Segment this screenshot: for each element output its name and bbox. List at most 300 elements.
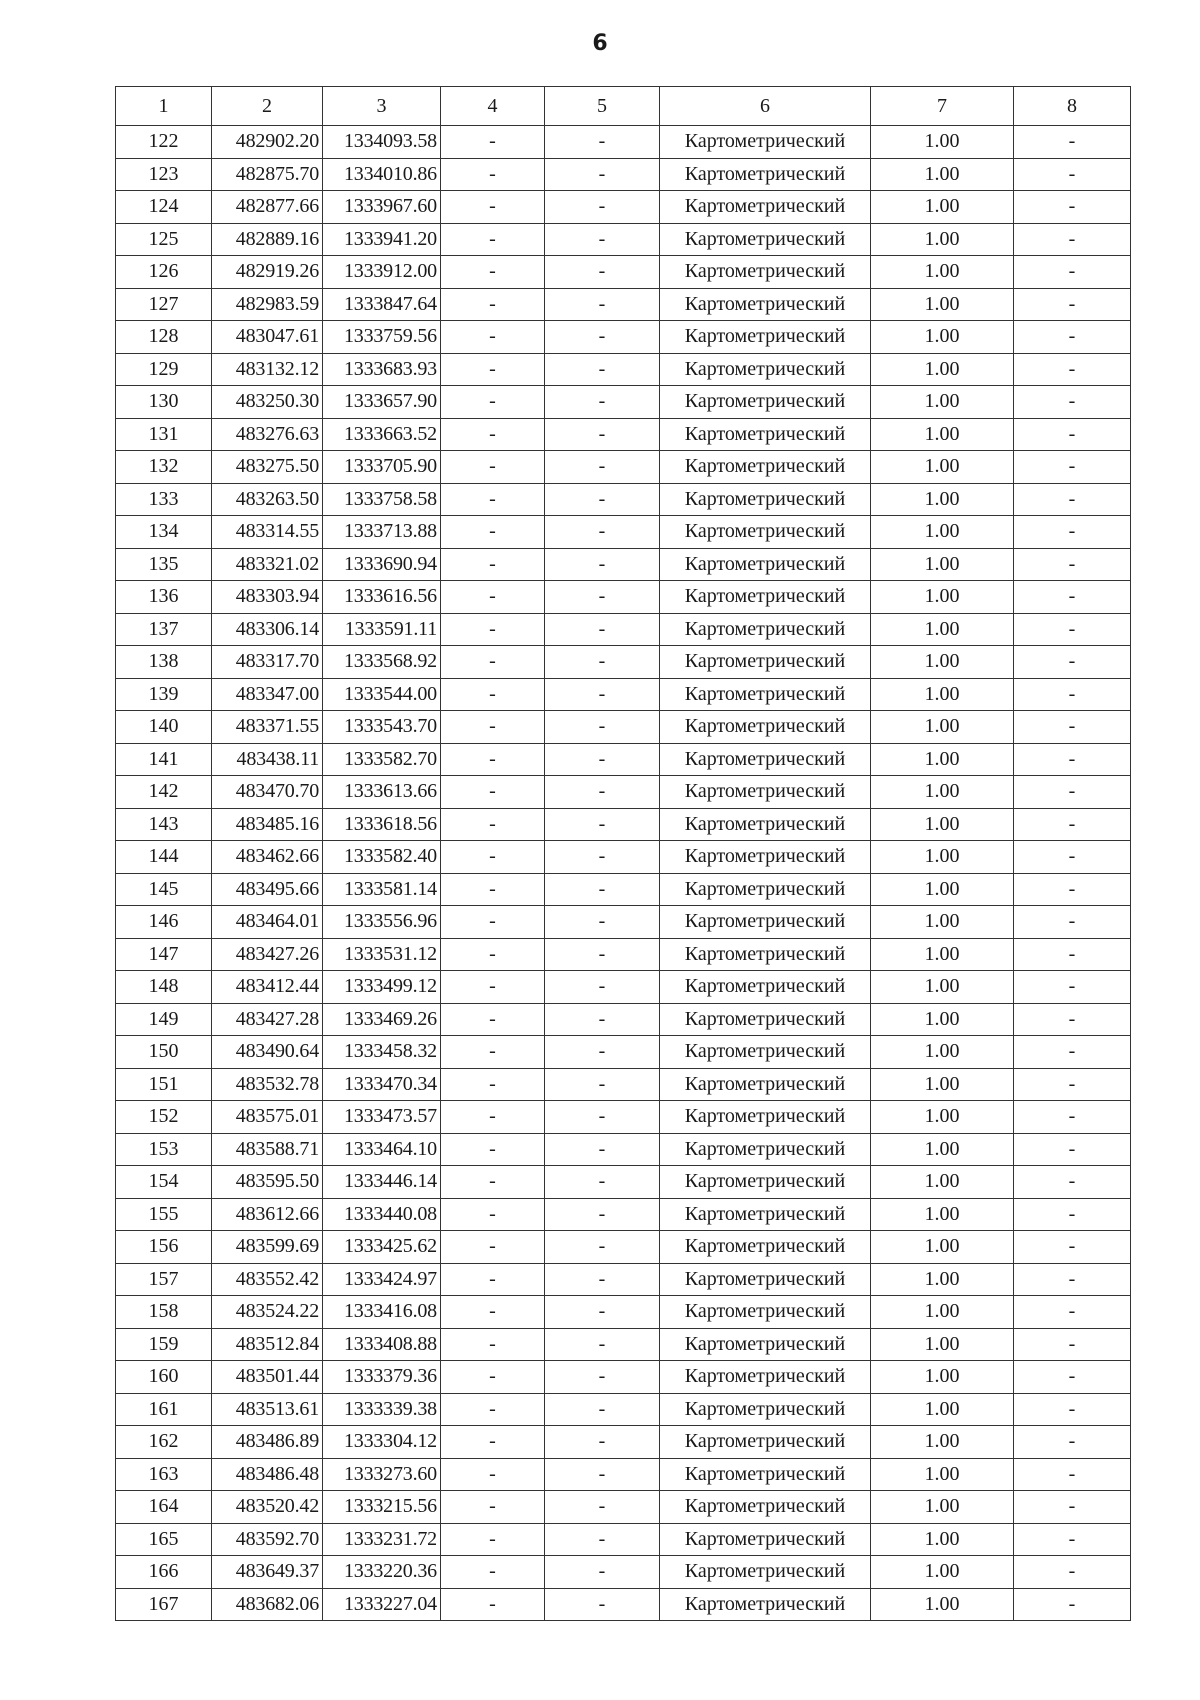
method-cell: Картометрический xyxy=(660,1231,871,1264)
table-row xyxy=(116,678,1131,711)
point-number-cell: 134 xyxy=(116,516,212,549)
col4-cell: - xyxy=(441,1361,545,1394)
accuracy-cell: 1.00 xyxy=(871,743,1014,776)
x-coordinate-cell: 483612.66 xyxy=(212,1198,323,1231)
col5-cell: - xyxy=(545,841,660,874)
col4-cell: - xyxy=(441,1296,545,1329)
y-coordinate-cell: 1333273.60 xyxy=(323,1458,441,1491)
point-number-cell: 135 xyxy=(116,548,212,581)
column-header: 7 xyxy=(871,87,1014,126)
accuracy-cell: 1.00 xyxy=(871,841,1014,874)
accuracy-cell: 1.00 xyxy=(871,321,1014,354)
x-coordinate-cell: 483412.44 xyxy=(212,971,323,1004)
col4-cell: - xyxy=(441,581,545,614)
col8-cell: - xyxy=(1014,743,1131,776)
x-coordinate-cell: 483588.71 xyxy=(212,1133,323,1166)
accuracy-cell: 1.00 xyxy=(871,971,1014,1004)
col4-cell: - xyxy=(441,1393,545,1426)
col8-cell: - xyxy=(1014,678,1131,711)
y-coordinate-cell: 1333616.56 xyxy=(323,581,441,614)
accuracy-cell: 1.00 xyxy=(871,1426,1014,1459)
col8-cell: - xyxy=(1014,1458,1131,1491)
y-coordinate-cell: 1333581.14 xyxy=(323,873,441,906)
table-row xyxy=(116,516,1131,549)
x-coordinate-cell: 483371.55 xyxy=(212,711,323,744)
y-coordinate-cell: 1333582.40 xyxy=(323,841,441,874)
x-coordinate-cell: 483047.61 xyxy=(212,321,323,354)
col8-cell: - xyxy=(1014,841,1131,874)
col8-cell: - xyxy=(1014,451,1131,484)
col4-cell: - xyxy=(441,1166,545,1199)
col5-cell: - xyxy=(545,1068,660,1101)
x-coordinate-cell: 483306.14 xyxy=(212,613,323,646)
y-coordinate-cell: 1333663.52 xyxy=(323,418,441,451)
col4-cell: - xyxy=(441,808,545,841)
x-coordinate-cell: 483347.00 xyxy=(212,678,323,711)
table-row xyxy=(116,938,1131,971)
point-number-cell: 153 xyxy=(116,1133,212,1166)
method-cell: Картометрический xyxy=(660,808,871,841)
col8-cell: - xyxy=(1014,288,1131,321)
col5-cell: - xyxy=(545,1101,660,1134)
point-number-cell: 165 xyxy=(116,1523,212,1556)
table-row xyxy=(116,1556,1131,1589)
x-coordinate-cell: 483275.50 xyxy=(212,451,323,484)
y-coordinate-cell: 1333408.88 xyxy=(323,1328,441,1361)
method-cell: Картометрический xyxy=(660,1296,871,1329)
col4-cell: - xyxy=(441,743,545,776)
point-number-cell: 122 xyxy=(116,126,212,159)
table-row xyxy=(116,1068,1131,1101)
col4-cell: - xyxy=(441,711,545,744)
method-cell: Картометрический xyxy=(660,126,871,159)
col8-cell: - xyxy=(1014,516,1131,549)
point-number-cell: 145 xyxy=(116,873,212,906)
x-coordinate-cell: 483599.69 xyxy=(212,1231,323,1264)
col5-cell: - xyxy=(545,321,660,354)
table-row xyxy=(116,971,1131,1004)
method-cell: Картометрический xyxy=(660,256,871,289)
accuracy-cell: 1.00 xyxy=(871,808,1014,841)
col4-cell: - xyxy=(441,288,545,321)
col5-cell: - xyxy=(545,776,660,809)
method-cell: Картометрический xyxy=(660,386,871,419)
x-coordinate-cell: 483595.50 xyxy=(212,1166,323,1199)
table-row xyxy=(116,1101,1131,1134)
col8-cell: - xyxy=(1014,223,1131,256)
y-coordinate-cell: 1334010.86 xyxy=(323,158,441,191)
method-cell: Картометрический xyxy=(660,483,871,516)
method-cell: Картометрический xyxy=(660,1068,871,1101)
x-coordinate-cell: 483464.01 xyxy=(212,906,323,939)
x-coordinate-cell: 483486.89 xyxy=(212,1426,323,1459)
method-cell: Картометрический xyxy=(660,288,871,321)
point-number-cell: 137 xyxy=(116,613,212,646)
col4-cell: - xyxy=(441,1328,545,1361)
accuracy-cell: 1.00 xyxy=(871,1523,1014,1556)
col5-cell: - xyxy=(545,1003,660,1036)
y-coordinate-cell: 1333473.57 xyxy=(323,1101,441,1134)
col4-cell: - xyxy=(441,1133,545,1166)
y-coordinate-cell: 1334093.58 xyxy=(323,126,441,159)
point-number-cell: 146 xyxy=(116,906,212,939)
x-coordinate-cell: 483427.28 xyxy=(212,1003,323,1036)
x-coordinate-cell: 483276.63 xyxy=(212,418,323,451)
table-row xyxy=(116,743,1131,776)
col4-cell: - xyxy=(441,548,545,581)
y-coordinate-cell: 1333657.90 xyxy=(323,386,441,419)
col4-cell: - xyxy=(441,971,545,1004)
column-header: 4 xyxy=(441,87,545,126)
table-row xyxy=(116,223,1131,256)
col8-cell: - xyxy=(1014,1393,1131,1426)
x-coordinate-cell: 482919.26 xyxy=(212,256,323,289)
col5-cell: - xyxy=(545,483,660,516)
col5-cell: - xyxy=(545,1361,660,1394)
col4-cell: - xyxy=(441,353,545,386)
table-body xyxy=(116,126,1131,1621)
point-number-cell: 144 xyxy=(116,841,212,874)
table-row xyxy=(116,1003,1131,1036)
y-coordinate-cell: 1333713.88 xyxy=(323,516,441,549)
method-cell: Картометрический xyxy=(660,321,871,354)
table-row xyxy=(116,1296,1131,1329)
accuracy-cell: 1.00 xyxy=(871,483,1014,516)
accuracy-cell: 1.00 xyxy=(871,353,1014,386)
col4-cell: - xyxy=(441,321,545,354)
point-number-cell: 147 xyxy=(116,938,212,971)
col5-cell: - xyxy=(545,1458,660,1491)
x-coordinate-cell: 483532.78 xyxy=(212,1068,323,1101)
col5-cell: - xyxy=(545,1231,660,1264)
method-cell: Картометрический xyxy=(660,1588,871,1621)
col5-cell: - xyxy=(545,1296,660,1329)
point-number-cell: 161 xyxy=(116,1393,212,1426)
accuracy-cell: 1.00 xyxy=(871,158,1014,191)
y-coordinate-cell: 1333304.12 xyxy=(323,1426,441,1459)
x-coordinate-cell: 483501.44 xyxy=(212,1361,323,1394)
method-cell: Картометрический xyxy=(660,1133,871,1166)
col4-cell: - xyxy=(441,191,545,224)
point-number-cell: 157 xyxy=(116,1263,212,1296)
header-row xyxy=(116,87,1131,126)
x-coordinate-cell: 483427.26 xyxy=(212,938,323,971)
col4-cell: - xyxy=(441,451,545,484)
table-row xyxy=(116,646,1131,679)
accuracy-cell: 1.00 xyxy=(871,516,1014,549)
method-cell: Картометрический xyxy=(660,1003,871,1036)
col8-cell: - xyxy=(1014,1491,1131,1524)
method-cell: Картометрический xyxy=(660,776,871,809)
x-coordinate-cell: 483552.42 xyxy=(212,1263,323,1296)
y-coordinate-cell: 1333683.93 xyxy=(323,353,441,386)
y-coordinate-cell: 1333912.00 xyxy=(323,256,441,289)
col8-cell: - xyxy=(1014,581,1131,614)
table-row xyxy=(116,1198,1131,1231)
table-row xyxy=(116,808,1131,841)
accuracy-cell: 1.00 xyxy=(871,873,1014,906)
col5-cell: - xyxy=(545,808,660,841)
col4-cell: - xyxy=(441,906,545,939)
col5-cell: - xyxy=(545,1198,660,1231)
y-coordinate-cell: 1333469.26 xyxy=(323,1003,441,1036)
y-coordinate-cell: 1333379.36 xyxy=(323,1361,441,1394)
y-coordinate-cell: 1333847.64 xyxy=(323,288,441,321)
table-row xyxy=(116,288,1131,321)
col8-cell: - xyxy=(1014,483,1131,516)
col5-cell: - xyxy=(545,906,660,939)
table-row xyxy=(116,1523,1131,1556)
x-coordinate-cell: 483250.30 xyxy=(212,386,323,419)
point-number-cell: 143 xyxy=(116,808,212,841)
table-row xyxy=(116,776,1131,809)
col4-cell: - xyxy=(441,1003,545,1036)
point-number-cell: 127 xyxy=(116,288,212,321)
col4-cell: - xyxy=(441,873,545,906)
table-row xyxy=(116,158,1131,191)
table-row xyxy=(116,548,1131,581)
point-number-cell: 142 xyxy=(116,776,212,809)
col8-cell: - xyxy=(1014,1556,1131,1589)
point-number-cell: 124 xyxy=(116,191,212,224)
method-cell: Картометрический xyxy=(660,1036,871,1069)
y-coordinate-cell: 1333705.90 xyxy=(323,451,441,484)
x-coordinate-cell: 483303.94 xyxy=(212,581,323,614)
x-coordinate-cell: 483263.50 xyxy=(212,483,323,516)
table-row xyxy=(116,1133,1131,1166)
accuracy-cell: 1.00 xyxy=(871,678,1014,711)
col5-cell: - xyxy=(545,158,660,191)
col8-cell: - xyxy=(1014,548,1131,581)
accuracy-cell: 1.00 xyxy=(871,1361,1014,1394)
x-coordinate-cell: 483682.06 xyxy=(212,1588,323,1621)
col8-cell: - xyxy=(1014,1361,1131,1394)
y-coordinate-cell: 1333499.12 xyxy=(323,971,441,1004)
col8-cell: - xyxy=(1014,1231,1131,1264)
col8-cell: - xyxy=(1014,1101,1131,1134)
table-row xyxy=(116,256,1131,289)
col8-cell: - xyxy=(1014,321,1131,354)
method-cell: Картометрический xyxy=(660,1393,871,1426)
accuracy-cell: 1.00 xyxy=(871,386,1014,419)
col8-cell: - xyxy=(1014,808,1131,841)
col4-cell: - xyxy=(441,678,545,711)
table-row xyxy=(116,418,1131,451)
x-coordinate-cell: 483485.16 xyxy=(212,808,323,841)
accuracy-cell: 1.00 xyxy=(871,938,1014,971)
accuracy-cell: 1.00 xyxy=(871,191,1014,224)
y-coordinate-cell: 1333220.36 xyxy=(323,1556,441,1589)
x-coordinate-cell: 483575.01 xyxy=(212,1101,323,1134)
col4-cell: - xyxy=(441,1101,545,1134)
table-row xyxy=(116,1328,1131,1361)
col4-cell: - xyxy=(441,1263,545,1296)
point-number-cell: 155 xyxy=(116,1198,212,1231)
method-cell: Картометрический xyxy=(660,418,871,451)
method-cell: Картометрический xyxy=(660,223,871,256)
point-number-cell: 133 xyxy=(116,483,212,516)
col5-cell: - xyxy=(545,678,660,711)
accuracy-cell: 1.00 xyxy=(871,613,1014,646)
x-coordinate-cell: 483592.70 xyxy=(212,1523,323,1556)
col8-cell: - xyxy=(1014,646,1131,679)
method-cell: Картометрический xyxy=(660,581,871,614)
x-coordinate-cell: 483520.42 xyxy=(212,1491,323,1524)
y-coordinate-cell: 1333759.56 xyxy=(323,321,441,354)
x-coordinate-cell: 482875.70 xyxy=(212,158,323,191)
y-coordinate-cell: 1333613.66 xyxy=(323,776,441,809)
point-number-cell: 131 xyxy=(116,418,212,451)
col4-cell: - xyxy=(441,1231,545,1264)
col4-cell: - xyxy=(441,938,545,971)
col8-cell: - xyxy=(1014,1133,1131,1166)
table-row xyxy=(116,1361,1131,1394)
point-number-cell: 163 xyxy=(116,1458,212,1491)
y-coordinate-cell: 1333531.12 xyxy=(323,938,441,971)
col5-cell: - xyxy=(545,1491,660,1524)
col4-cell: - xyxy=(441,1556,545,1589)
col5-cell: - xyxy=(545,126,660,159)
col4-cell: - xyxy=(441,158,545,191)
col4-cell: - xyxy=(441,1523,545,1556)
col5-cell: - xyxy=(545,581,660,614)
table-row xyxy=(116,126,1131,159)
col8-cell: - xyxy=(1014,971,1131,1004)
col5-cell: - xyxy=(545,938,660,971)
col5-cell: - xyxy=(545,1328,660,1361)
col5-cell: - xyxy=(545,1393,660,1426)
x-coordinate-cell: 482902.20 xyxy=(212,126,323,159)
col5-cell: - xyxy=(545,451,660,484)
method-cell: Картометрический xyxy=(660,743,871,776)
y-coordinate-cell: 1333464.10 xyxy=(323,1133,441,1166)
x-coordinate-cell: 483524.22 xyxy=(212,1296,323,1329)
column-header: 5 xyxy=(545,87,660,126)
col5-cell: - xyxy=(545,613,660,646)
accuracy-cell: 1.00 xyxy=(871,1231,1014,1264)
col8-cell: - xyxy=(1014,776,1131,809)
col4-cell: - xyxy=(441,418,545,451)
col4-cell: - xyxy=(441,516,545,549)
x-coordinate-cell: 483486.48 xyxy=(212,1458,323,1491)
table-row xyxy=(116,1458,1131,1491)
col5-cell: - xyxy=(545,646,660,679)
col5-cell: - xyxy=(545,548,660,581)
table-row xyxy=(116,321,1131,354)
method-cell: Картометрический xyxy=(660,906,871,939)
col5-cell: - xyxy=(545,1133,660,1166)
point-number-cell: 167 xyxy=(116,1588,212,1621)
method-cell: Картометрический xyxy=(660,548,871,581)
col8-cell: - xyxy=(1014,126,1131,159)
col8-cell: - xyxy=(1014,613,1131,646)
method-cell: Картометрический xyxy=(660,938,871,971)
x-coordinate-cell: 483132.12 xyxy=(212,353,323,386)
method-cell: Картометрический xyxy=(660,711,871,744)
y-coordinate-cell: 1333568.92 xyxy=(323,646,441,679)
col5-cell: - xyxy=(545,1556,660,1589)
accuracy-cell: 1.00 xyxy=(871,256,1014,289)
point-number-cell: 132 xyxy=(116,451,212,484)
accuracy-cell: 1.00 xyxy=(871,711,1014,744)
col5-cell: - xyxy=(545,223,660,256)
col4-cell: - xyxy=(441,646,545,679)
y-coordinate-cell: 1333690.94 xyxy=(323,548,441,581)
col5-cell: - xyxy=(545,353,660,386)
col5-cell: - xyxy=(545,516,660,549)
accuracy-cell: 1.00 xyxy=(871,1166,1014,1199)
method-cell: Картометрический xyxy=(660,1263,871,1296)
method-cell: Картометрический xyxy=(660,191,871,224)
x-coordinate-cell: 483317.70 xyxy=(212,646,323,679)
table-row xyxy=(116,1491,1131,1524)
col5-cell: - xyxy=(545,1166,660,1199)
accuracy-cell: 1.00 xyxy=(871,418,1014,451)
y-coordinate-cell: 1333967.60 xyxy=(323,191,441,224)
col4-cell: - xyxy=(441,1036,545,1069)
col4-cell: - xyxy=(441,841,545,874)
table-row xyxy=(116,386,1131,419)
col4-cell: - xyxy=(441,1588,545,1621)
col5-cell: - xyxy=(545,1263,660,1296)
x-coordinate-cell: 483490.64 xyxy=(212,1036,323,1069)
table-row xyxy=(116,906,1131,939)
y-coordinate-cell: 1333440.08 xyxy=(323,1198,441,1231)
y-coordinate-cell: 1333758.58 xyxy=(323,483,441,516)
accuracy-cell: 1.00 xyxy=(871,776,1014,809)
col5-cell: - xyxy=(545,418,660,451)
method-cell: Картометрический xyxy=(660,613,871,646)
point-number-cell: 126 xyxy=(116,256,212,289)
col8-cell: - xyxy=(1014,1523,1131,1556)
y-coordinate-cell: 1333618.56 xyxy=(323,808,441,841)
table-row xyxy=(116,1588,1131,1621)
col4-cell: - xyxy=(441,776,545,809)
point-number-cell: 152 xyxy=(116,1101,212,1134)
method-cell: Картометрический xyxy=(660,1166,871,1199)
x-coordinate-cell: 483513.61 xyxy=(212,1393,323,1426)
col4-cell: - xyxy=(441,256,545,289)
col8-cell: - xyxy=(1014,191,1131,224)
accuracy-cell: 1.00 xyxy=(871,1296,1014,1329)
point-number-cell: 159 xyxy=(116,1328,212,1361)
col5-cell: - xyxy=(545,288,660,321)
table-row xyxy=(116,1393,1131,1426)
col8-cell: - xyxy=(1014,386,1131,419)
accuracy-cell: 1.00 xyxy=(871,1328,1014,1361)
accuracy-cell: 1.00 xyxy=(871,1036,1014,1069)
x-coordinate-cell: 483512.84 xyxy=(212,1328,323,1361)
col4-cell: - xyxy=(441,386,545,419)
col8-cell: - xyxy=(1014,158,1131,191)
x-coordinate-cell: 482983.59 xyxy=(212,288,323,321)
point-number-cell: 139 xyxy=(116,678,212,711)
col4-cell: - xyxy=(441,1458,545,1491)
col8-cell: - xyxy=(1014,1036,1131,1069)
point-number-cell: 160 xyxy=(116,1361,212,1394)
y-coordinate-cell: 1333582.70 xyxy=(323,743,441,776)
accuracy-cell: 1.00 xyxy=(871,646,1014,679)
x-coordinate-cell: 482889.16 xyxy=(212,223,323,256)
y-coordinate-cell: 1333470.34 xyxy=(323,1068,441,1101)
col4-cell: - xyxy=(441,223,545,256)
accuracy-cell: 1.00 xyxy=(871,1263,1014,1296)
method-cell: Картометрический xyxy=(660,1523,871,1556)
table-row xyxy=(116,1166,1131,1199)
col4-cell: - xyxy=(441,126,545,159)
accuracy-cell: 1.00 xyxy=(871,451,1014,484)
table-row xyxy=(116,873,1131,906)
